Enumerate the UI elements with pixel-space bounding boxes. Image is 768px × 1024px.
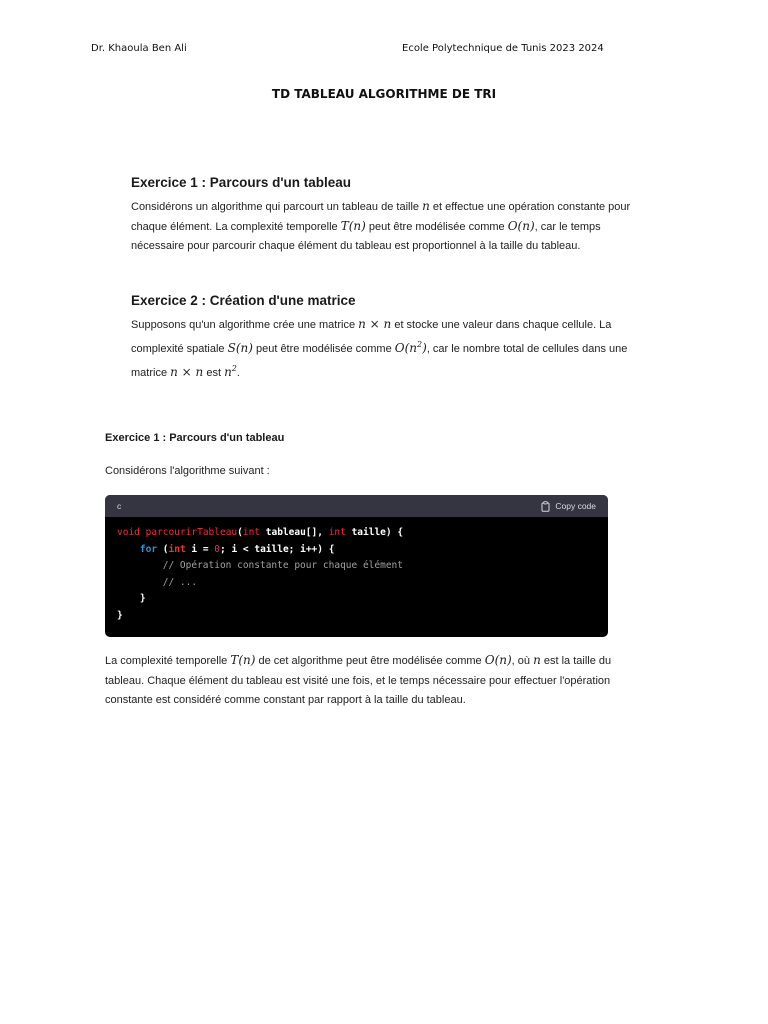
copy-code-label: Copy code <box>555 501 596 511</box>
math-O-n-2: O(n) <box>484 653 512 667</box>
clipboard-icon <box>541 501 550 512</box>
math-n: n <box>422 199 430 213</box>
exercise-1-detail-title: Exercice 1 : Parcours d'un tableau <box>105 432 285 444</box>
code-line-3: // Opération constante pour chaque élément <box>162 560 403 571</box>
code-block <box>105 495 608 637</box>
code-line-2: for (int i = 0; i < taille; i++) { <box>139 543 335 555</box>
exercise-2-text: Supposons qu'un algorithme crée une matrice n × n et stocke une valeur dans chaque cellule. La complexité spatiale S(n) peut être modélisée comme $O(n^2)$, car le nombre total de cellules dans une matrice n × n est $n^2$. <box>131 317 628 380</box>
exercise-1-title: Exercice 1 : Parcours d'un tableau <box>131 175 352 190</box>
copy-code-button[interactable] <box>541 501 596 512</box>
code-line-5: } <box>139 593 146 604</box>
math-S-n: S(n) <box>227 341 253 356</box>
math-n-times-n-2: n × n <box>170 365 204 380</box>
math-n-times-n: n × n <box>358 317 392 331</box>
header-author: Dr. Khaoula Ben Ali <box>91 43 187 54</box>
header-institution: Ecole Polytechnique de Tunis 2023 2024 <box>402 43 604 54</box>
exercise-2-title: Exercice 2 : Création d'une matrice <box>131 293 356 308</box>
exercise-1-section <box>131 175 641 257</box>
math-O-n-squared: $O(n^2)$ <box>394 340 427 356</box>
code-content <box>105 517 608 632</box>
code-line-1: void parcourirTableau(int tableau[], int taille) { <box>117 527 404 538</box>
code-header-bar <box>105 495 608 517</box>
code-line-4: // ... <box>162 576 198 588</box>
code-line-6: } <box>117 609 123 621</box>
exercise-1-text: Considérons un algorithme qui parcourt un tableau de taille n et effectue une opération constante pour chaque élément. La complexité temporelle T(n) peut être modélisée comme O(n), car le temps nécessaire pour parcourir chaque élément du tableau est proportionnel à la taille du tableau. <box>131 199 631 253</box>
math-O-n: O(n) <box>507 219 535 234</box>
document-title: TD TABLEAU ALGORITHME DE TRI <box>271 87 497 101</box>
math-n-squared: $n^2$ <box>224 364 237 380</box>
exercise-1-detail-intro: Considérons l'algorithme suivant : <box>105 465 270 477</box>
code-language-label: c <box>117 501 122 511</box>
math-T-n: T(n) <box>340 219 366 234</box>
exercise-2-section <box>131 293 641 384</box>
math-n-2: n <box>533 653 541 667</box>
exercise-1-detail-conclusion: La complexité temporelle T(n) de cet algorithme peut être modélisée comme O(n), où n est la taille du tableau. Chaque élément du tableau est visité une fois, et le temps nécessaire pour effectuer l'opération constante est considéré comme constant par rapport à la taille du tableau. <box>105 653 612 706</box>
math-T-n-2: T(n) <box>230 653 256 667</box>
